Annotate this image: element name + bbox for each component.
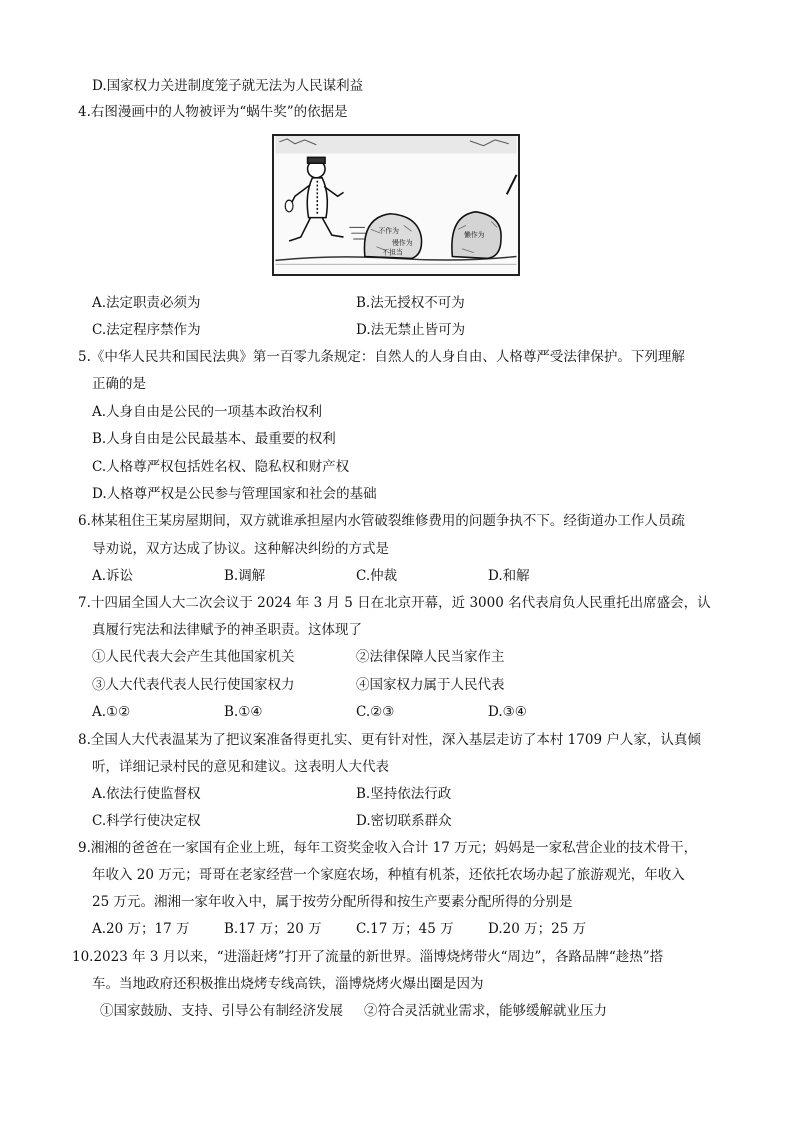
q10-stem-line1: 10.2023 年 3 月以来，“进淄赶烤”打开了流量的新世界。淄博烧烤带火“周边”，各路品牌“趁热”搭 — [72, 949, 664, 965]
q3-option-d: D.国家权力关进制度笼子就无法为人民谋利益 — [92, 78, 364, 94]
q10-statement-1: ①国家鼓励、支持、引导公有制经济发展 — [100, 1003, 343, 1019]
stone-label-1: 不作为 — [378, 227, 399, 236]
q7-statement-1: ①人民代表大会产生其他国家机关 — [92, 649, 295, 665]
q10-statement-2: ②符合灵活就业需求，能够缓解就业压力 — [364, 1003, 607, 1019]
q5-option-b: B.人身自由是公民最基本、最重要的权利 — [92, 431, 336, 447]
q7-statement-4: ④国家权力属于人民代表 — [356, 677, 505, 693]
q6-option-c: C.仲裁 — [356, 568, 398, 584]
stone-label-3: 不担当 — [382, 248, 403, 257]
q8-option-b: B.坚持依法行政 — [356, 786, 452, 802]
q9-option-b: B.17 万；20 万 — [224, 921, 322, 937]
q5-option-a: A.人身自由是公民的一项基本政治权利 — [92, 404, 323, 420]
q8-option-a: A.依法行使监督权 — [92, 786, 201, 802]
q5-stem-line2: 正确的是 — [92, 376, 146, 392]
q6-option-b: B.调解 — [224, 568, 266, 584]
q8-option-d: D.密切联系群众 — [356, 813, 452, 829]
q5-option-d: D.人格尊严权是公民参与管理国家和社会的基础 — [92, 486, 377, 502]
q6-option-a: A.诉讼 — [92, 568, 134, 584]
q5-stem-line1: 5.《中华人民共和国民法典》第一百零九条规定：自然人的人身自由、人格尊严受法律保护。下列理解 — [78, 349, 685, 365]
q7-option-d: D.③④ — [488, 704, 527, 720]
q8-stem-line2: 听，详细记录村民的意见和建议。这表明人大代表 — [92, 759, 389, 775]
q7-stem-line2: 真履行宪法和法律赋予的神圣职责。这体现了 — [92, 622, 362, 638]
q9-stem-line1: 9.湘湘的爸爸在一家国有企业上班，每年工资奖金收入合计 17 万元；妈妈是一家私营企业的技术骨干， — [78, 840, 698, 856]
q5-option-c: C.人格尊严权包括姓名权、隐私权和财产权 — [92, 459, 350, 475]
q7-statement-3: ③人大代表代表人民行使国家权力 — [92, 677, 295, 693]
q6-stem-line1: 6.林某租住王某房屋期间，双方就谁承担屋内水管破裂维修费用的问题争执不下。经街道办工作人员疏 — [78, 513, 685, 529]
q6-stem-line2: 导劝说，双方达成了协议。这种解决纠纷的方式是 — [92, 541, 389, 557]
q9-option-c: C.17 万；45 万 — [356, 921, 454, 937]
q4-option-a: A.法定职责必须为 — [92, 295, 201, 311]
q8-option-c: C.科学行使决定权 — [92, 813, 201, 829]
q7-statement-2: ②法律保障人民当家作主 — [356, 649, 505, 665]
q9-option-a: A.20 万；17 万 — [92, 921, 190, 937]
q8-stem-line1: 8.全国人大代表温某为了把议案准备得更扎实、更有针对性，深入基层走访了本村 1709 户人家，认真倾 — [78, 732, 701, 748]
q9-option-d: D.20 万；25 万 — [488, 921, 587, 937]
q4-stem: 4.右图漫画中的人物被评为“蜗牛奖”的依据是 — [78, 104, 348, 120]
q4-option-d: D.法无禁止皆可为 — [356, 322, 466, 338]
q7-option-c: C.②③ — [356, 704, 395, 720]
q10-stem-line2: 车。当地政府还积极推出烧烤专线高铁，淄博烧烤火爆出圈是因为 — [92, 976, 484, 992]
q6-option-d: D.和解 — [488, 568, 530, 584]
q9-stem-line2: 年收入 20 万元；哥哥在老家经营一个家庭农场，种植有机茶，还依托农场办起了旅游观光，年收入 — [92, 867, 685, 883]
stone-label-2: 慢作为 — [392, 238, 413, 247]
cartoon-image — [272, 134, 520, 276]
q4-option-c: C.法定程序禁作为 — [92, 322, 201, 338]
q7-option-b: B.①④ — [224, 704, 263, 720]
q7-stem-line1: 7.十四届全国人大二次会议于 2024 年 3 月 5 日在北京开幕，近 3000 名代表肩负人民重托出席盛会，认 — [78, 595, 711, 611]
q9-stem-line3: 25 万元。湘湘一家年收入中，属于按劳分配所得和按生产要素分配所得的分别是 — [92, 894, 573, 910]
q4-option-b: B.法无授权不可为 — [356, 295, 465, 311]
stone-label-4: 懒作为 — [464, 231, 485, 240]
q7-option-a: A.①② — [92, 704, 131, 720]
